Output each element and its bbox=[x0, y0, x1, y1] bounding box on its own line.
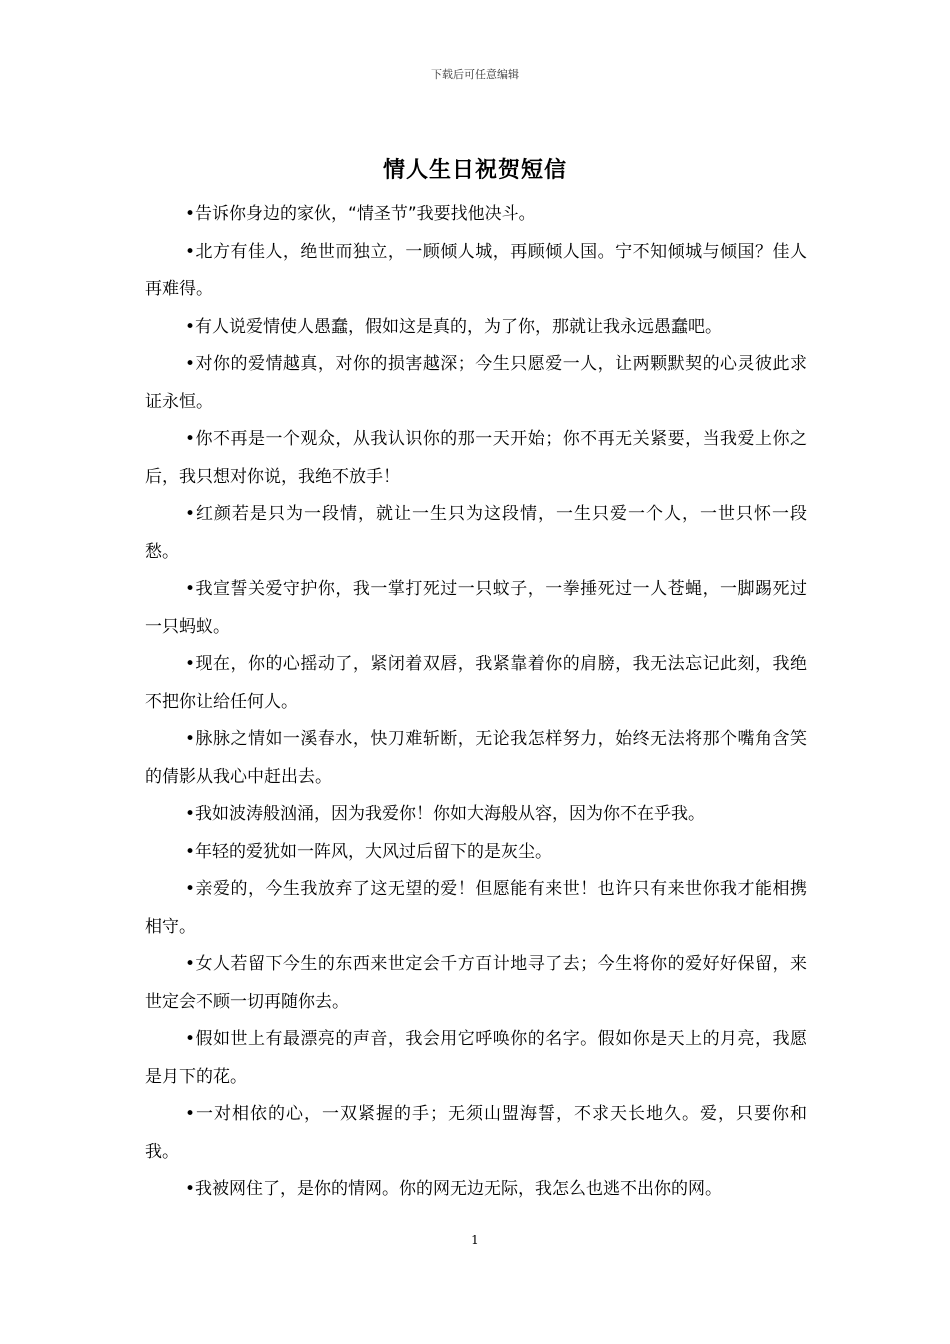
paragraph: •年轻的爱犹如一阵风，大风过后留下的是灰尘。 bbox=[185, 841, 553, 862]
document-body bbox=[145, 196, 807, 1209]
paragraph: •你不再是一个观众，从我认识你的那一天开始；你不再无关紧要，当我爱上你之后，我只想对你说，我绝不放手！ bbox=[145, 429, 807, 487]
document-title: 情人生日祝贺短信 bbox=[382, 158, 567, 183]
paragraph: •女人若留下今生的东西来世定会千方百计地寻了去；今生将你的爱好好保留，来世定会不顾一切再随你去。 bbox=[145, 954, 807, 1012]
paragraph: •北方有佳人，绝世而独立，一顾倾人城，再顾倾人国。宁不知倾城与倾国？佳人再难得。 bbox=[145, 241, 807, 299]
page-header-note: 下载后可任意编辑 bbox=[431, 68, 519, 81]
paragraph: •假如世上有最漂亮的声音，我会用它呼唤你的名字。假如你是天上的月亮，我愿是月下的花。 bbox=[145, 1029, 807, 1087]
paragraph: •对你的爱情越真，对你的损害越深；今生只愿爱一人，让两颗默契的心灵彼此求证永恒。 bbox=[145, 354, 807, 412]
paragraph: •我被网住了，是你的情网。你的网无边无际，我怎么也逃不出你的网。 bbox=[185, 1179, 723, 1199]
page-number: 1 bbox=[471, 1233, 479, 1247]
paragraph: •红颜若是只为一段情，就让一生只为这段情，一生只爱一个人，一世只怀一段愁。 bbox=[145, 504, 807, 562]
paragraph: •我如波涛般汹涌，因为我爱你！你如大海般从容，因为你不在乎我。 bbox=[185, 804, 706, 824]
paragraph: •亲爱的，今生我放弃了这无望的爱！但愿能有来世！也许只有来世你我才能相携相守。 bbox=[145, 879, 807, 937]
paragraph: •脉脉之情如一溪春水，快刀难斩断，无论我怎样努力，始终无法将那个嘴角含笑的倩影从我心中赶出去。 bbox=[145, 729, 807, 787]
paragraph: •告诉你身边的家伙，“情圣节”我要找他决斗。 bbox=[185, 204, 536, 224]
paragraph: •现在，你的心摇动了，紧闭着双唇，我紧靠着你的肩膀，我无法忘记此刻，我绝不把你让给任何人。 bbox=[145, 654, 807, 712]
paragraph: •一对相依的心，一双紧握的手；无须山盟海誓，不求天长地久。爱，只要你和我。 bbox=[145, 1104, 807, 1162]
paragraph: •有人说爱情使人愚蠢，假如这是真的，为了你，那就让我永远愚蠢吧。 bbox=[185, 316, 723, 337]
paragraph: •我宣誓关爱守护你，我一掌打死过一只蚊子，一拳捶死过一人苍蝇，一脚踢死过一只蚂蚁。 bbox=[145, 579, 807, 637]
